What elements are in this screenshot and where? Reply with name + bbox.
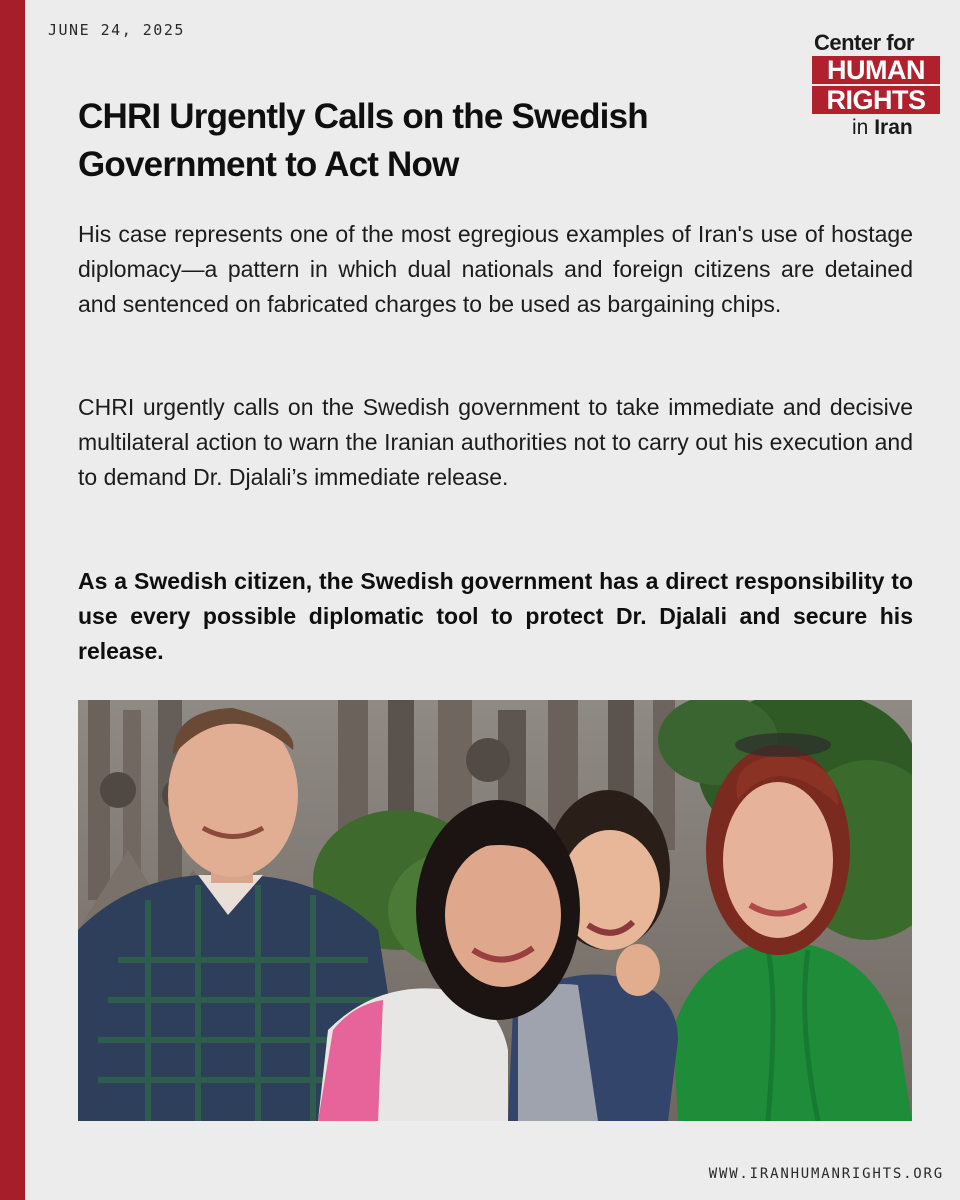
family-photo-illustration: [78, 700, 912, 1121]
logo-in: in: [852, 116, 869, 139]
logo-human: HUMAN: [812, 56, 940, 84]
family-photo: [78, 700, 912, 1121]
website-url[interactable]: WWW.IRANHUMANRIGHTS.ORG: [708, 1166, 944, 1182]
paragraph-chri-call: CHRI urgently calls on the Swedish government to take immediate and decisive multilateral action to warn the Iranian authorities not to carry out his execution and to demand Dr. Djalali’s immediate release.: [78, 394, 913, 490]
post-date: JUNE 24, 2025: [48, 21, 185, 39]
logo-iran: Iran: [874, 116, 913, 139]
paragraph-hostage-diplomacy: His case represents one of the most egregious examples of Iran's use of hostage diplomacy—a pattern in which dual nationals and foreign citizens are detained and sentenced on fabricated charges to be used as bargaining chips.: [78, 221, 913, 317]
logo-in-iran: [852, 116, 913, 140]
post-title: CHRI Urgently Calls on the Swedish Government to Act Now: [78, 97, 648, 184]
logo-center-for: Center for: [814, 30, 915, 55]
paragraph-swedish-responsibility: As a Swedish citizen, the Swedish government has a direct responsibility to use every possible diplomatic tool to protect Dr. Djalali and secure his release.: [78, 568, 913, 664]
left-accent-bar: [0, 0, 25, 1200]
chri-logo[interactable]: [812, 30, 942, 160]
logo-rights: RIGHTS: [812, 86, 940, 114]
